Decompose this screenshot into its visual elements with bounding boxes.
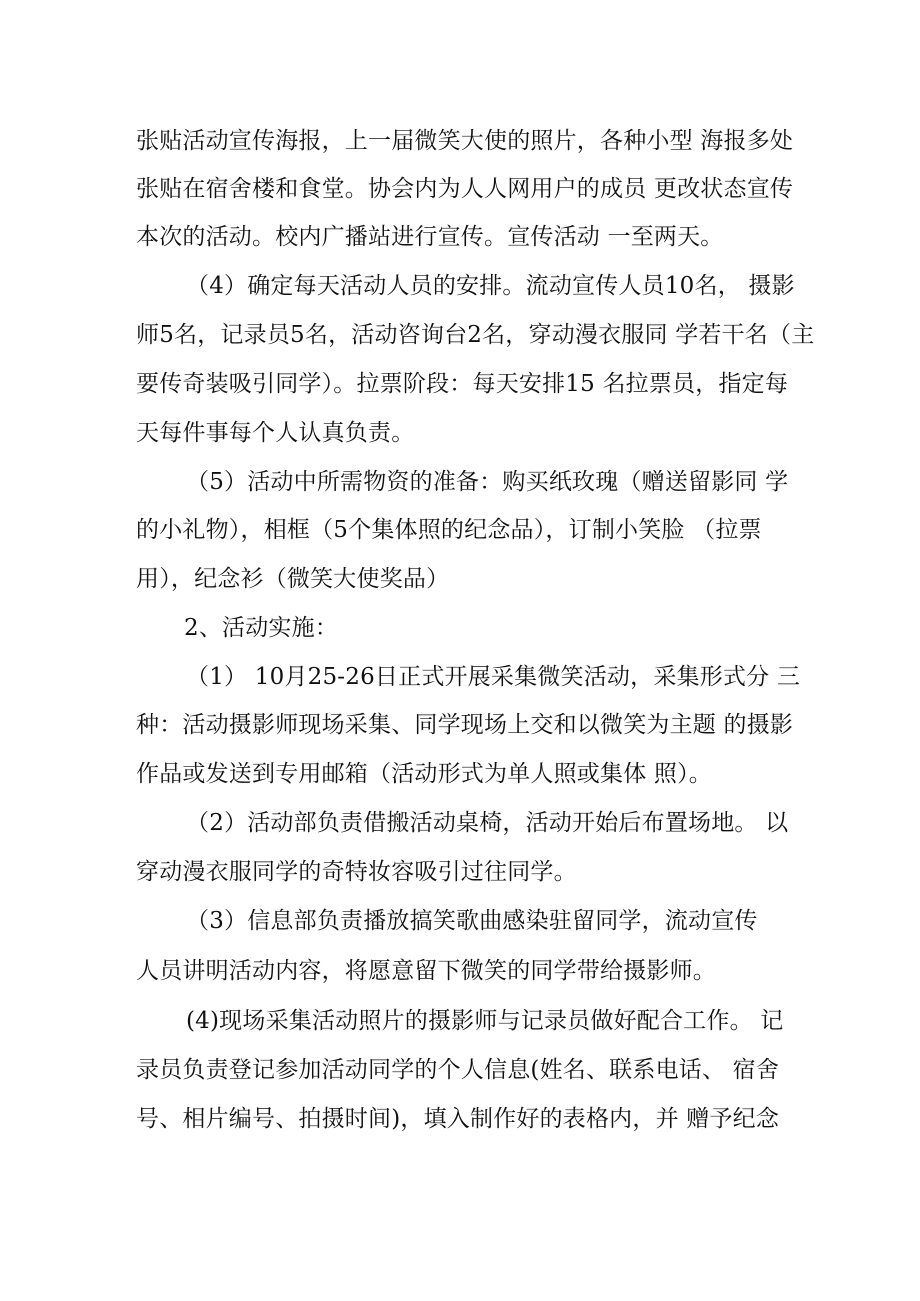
text-line: 人员讲明活动内容，将愿意留下微笑的同学带给摄影师。	[136, 958, 716, 984]
text-line: 的小礼物），相框（5个集体照的纪念品），订制小笑脸 （拉票	[136, 517, 762, 543]
text-line: 师5名，记录员5名，活动咨询台2名，穿动漫衣服同 学若干名（主	[136, 322, 815, 348]
text-line: 张贴活动宣传海报，上一届微笑大使的照片，各种小型 海报多处	[136, 128, 794, 154]
text-line: 种：活动摄影师现场采集、同学现场上交和以微笑为主题 的摄影	[136, 712, 794, 738]
text-line: 天每件事每个人认真负责。	[136, 420, 415, 446]
text-line: (4)现场采集活动照片的摄影师与记录员做好配合工作。 记	[186, 1008, 784, 1034]
section-heading: 2、活动实施：	[184, 615, 339, 641]
text-line: 本次的活动。校内广播站进行宣传。宣传活动 一至两天。	[136, 224, 724, 250]
text-line: （5）活动中所需物资的准备：购买纸玫瑰（赠送留影同 学	[186, 469, 789, 495]
text-line: （3）信息部负责播放搞笑歌曲感染驻留同学，流动宣传	[186, 908, 758, 934]
text-line: 用），纪念衫（微笑大使奖品）	[136, 566, 450, 592]
text-line: （2）活动部负责借搬活动桌椅，活动开始后布置场地。 以	[186, 810, 789, 836]
text-line: （4）确定每天活动人员的安排。流动宣传人员10名， 摄影	[186, 273, 795, 299]
text-line: 张贴在宿舍楼和食堂。协会内为人人网用户的成员 更改状态宣传	[136, 176, 794, 202]
text-line: 要传奇装吸引同学）。拉票阶段：每天安排15 名拉票员，指定每	[136, 371, 789, 397]
text-line: 号、相片编号、拍摄时间)，填入制作好的表格内，并 赠予纪念	[136, 1106, 780, 1132]
text-line: 穿动漫衣服同学的奇特妆容吸引过往同学。	[136, 859, 577, 885]
text-line: 录员负责登记参加活动同学的个人信息(姓名、联系电话、 宿舍	[136, 1057, 780, 1083]
text-line: （1） 10月25-26日正式开展采集微笑活动，采集形式分 三	[186, 664, 801, 690]
text-line: 作品或发送到专用邮箱（活动形式为单人照或集体 照）。	[136, 761, 713, 787]
